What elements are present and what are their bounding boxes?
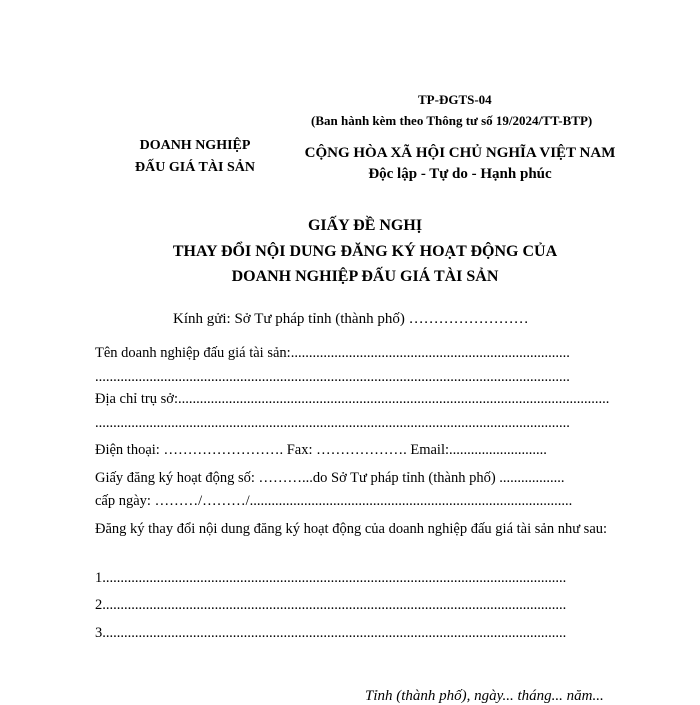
document-title-line2: THAY ĐỔI NỘI DUNG ĐĂNG KÝ HOẠT ĐỘNG CỦA [172,243,558,260]
list-item-2: 2................................................................................................................................ [95,597,567,613]
field-license-number: Giấy đăng ký hoạt động số: ………...do Sở Tư pháp tỉnh (thành phố) .................. [95,470,565,486]
national-title: CỘNG HÒA XÃ HỘI CHỦ NGHĨA VIỆT NAM [304,145,616,161]
issued-note: (Ban hành kèm theo Thông tư số 19/2024/TT-BTP) [311,113,593,128]
document-title-line3: DOANH NGHIỆP ĐẤU GIÁ TÀI SẢN [231,268,499,285]
document-title-line1: GIẤY ĐỀ NGHỊ [307,217,423,234]
left-header-line1: DOANH NGHIỆP [139,138,251,153]
field-contact: Điện thoại: ……………………. Fax: ………………. Email:........................... [95,442,547,458]
list-item-1: 1................................................................................................................................ [95,570,567,586]
list-item-3: 3................................................................................................................................ [95,625,567,641]
left-header-line2: ĐẤU GIÁ TÀI SẢN [135,160,255,175]
field-address-continued: ................................................................................................................................... [95,415,570,431]
field-address: Địa chỉ trụ sở:....................................................................................................................... [95,391,610,407]
field-enterprise-name: Tên doanh nghiệp đấu giá tài sản:............................................................................. [95,345,570,361]
request-paragraph: Đăng ký thay đổi nội dung đăng ký hoạt động của doanh nghiệp đấu giá tài sản như sau: [95,521,608,537]
footer-place-date: Tỉnh (thành phố), ngày... tháng... năm... [365,688,604,704]
field-enterprise-name-continued: ................................................................................................................................... [95,369,570,385]
form-code: TP-ĐGTS-04 [418,92,492,107]
national-motto: Độc lập - Tự do - Hạnh phúc [368,166,552,182]
salutation: Kính gửi: Sở Tư pháp tỉnh (thành phố) …………………… [173,311,529,327]
field-issue-date: cấp ngày: ………/………/......................................................................................... [95,493,573,509]
